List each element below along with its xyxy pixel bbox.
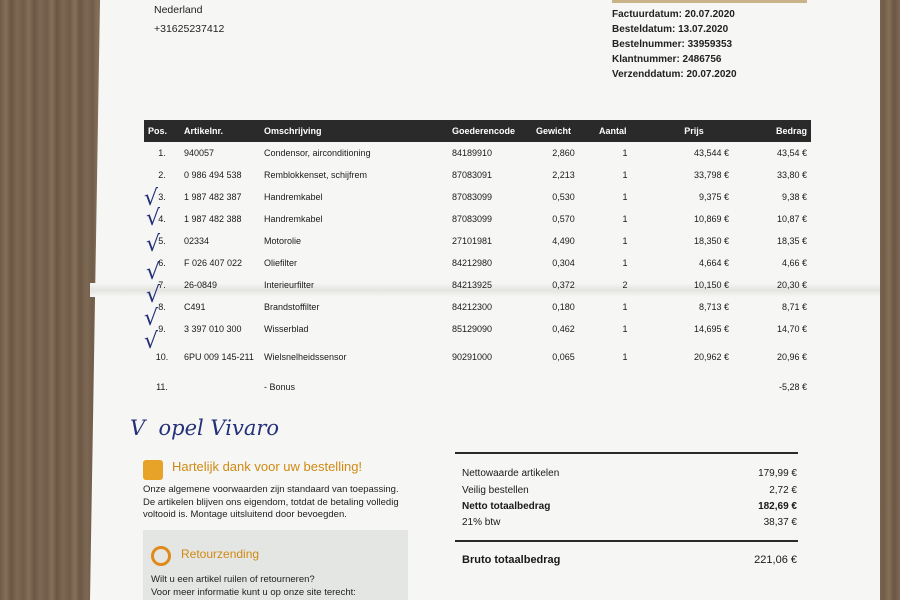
cell-bedrag: 14,70 € <box>776 324 807 334</box>
cell-gewicht: 2,213 <box>552 170 575 180</box>
cell-pos: 2. <box>158 170 166 180</box>
cell-prijs: 9,375 € <box>698 192 729 202</box>
cell-prijs: 10,869 € <box>693 214 729 224</box>
cell-bedrag: 20,30 € <box>776 280 807 290</box>
address-phone: +31625237412 <box>154 23 225 35</box>
handwritten-note <box>130 416 279 440</box>
header-omschrijving: Omschrijving <box>264 126 322 136</box>
cell-omschrijving: Remblokkenset, schijfrem <box>264 170 368 180</box>
cell-gewicht: 4,490 <box>552 236 575 246</box>
wood-background-left <box>0 0 100 600</box>
cell-aantal: 1 <box>622 324 628 334</box>
handwritten-checkmark-icon: √ <box>146 206 161 231</box>
cell-artikelnr: F 026 407 022 <box>184 258 243 268</box>
handwritten-checkmark-icon: √ <box>144 186 159 211</box>
terms-text: Onze algemene voorwaarden zijn standaard van toepassing. De artikelen blijven ons eigendom, totdat de betaling volledig voltooid is. Montage uitsluitend door bevoegden. <box>143 484 399 520</box>
cell-goederencode: 87083099 <box>452 192 493 202</box>
cell-prijs: 8,713 € <box>698 302 729 312</box>
cell-omschrijving: Wisserblad <box>264 324 309 334</box>
retour-text <box>151 574 356 599</box>
cell-artikelnr: 1 987 482 387 <box>184 192 242 202</box>
cell-bedrag: 20,96 € <box>776 352 807 362</box>
table-row <box>144 230 811 252</box>
cell-pos: 5. <box>158 236 166 246</box>
cell-artikelnr <box>180 374 260 400</box>
items-table <box>144 120 811 400</box>
retour-title: Retourzending <box>181 547 260 561</box>
cell-goederencode: 87083091 <box>452 170 493 180</box>
table-row <box>144 252 811 274</box>
table-row <box>144 186 811 208</box>
handwritten-checkmark-icon: √ <box>144 306 159 331</box>
totals-value: 182,69 € <box>758 501 797 512</box>
cell-omschrijving: Wielsnelheidssensor <box>264 352 347 362</box>
table-row <box>144 340 811 374</box>
cell-pos: 11. <box>156 382 168 392</box>
table-row <box>144 374 811 400</box>
cell-pos: 8. <box>158 302 166 312</box>
totals-value: 179,99 € <box>758 468 797 479</box>
order-number: Bestelnummer: 33959353 <box>612 39 733 50</box>
cell-bedrag: 8,71 € <box>781 302 807 312</box>
cell-goederencode: 90291000 <box>452 352 493 362</box>
cell-bedrag: 10,87 € <box>776 214 807 224</box>
cell-bedrag: 33,80 € <box>776 170 807 180</box>
cell-goederencode: 84212300 <box>452 302 493 312</box>
cell-pos: 10. <box>155 352 169 362</box>
cell-bedrag: 18,35 € <box>776 236 807 246</box>
handwritten-checkmark-icon: √ <box>144 329 159 354</box>
cell-gewicht: 0,570 <box>552 214 575 224</box>
cell-omschrijving: Interieurfilter <box>264 280 315 290</box>
customer-number: Klantnummer: 2486756 <box>612 54 722 65</box>
cell-goederencode: 84213925 <box>452 280 493 290</box>
cell-pos: 3. <box>158 192 166 202</box>
handwritten-checkmark-icon: √ <box>146 232 161 257</box>
cell-omschrijving: Motorolie <box>264 236 302 246</box>
totals-label: Netto totaalbedrag <box>462 501 551 512</box>
cell-omschrijving: Handremkabel <box>264 192 323 202</box>
refresh-icon <box>151 546 171 566</box>
cell-aantal: 2 <box>622 280 628 290</box>
thanks-title: Hartelijk dank voor uw bestelling! <box>172 459 363 474</box>
cell-prijs: 4,664 € <box>698 258 729 268</box>
header-aantal: Aantal <box>599 126 627 136</box>
cell-prijs: 18,350 € <box>693 236 729 246</box>
cell-aantal: 1 <box>622 258 628 268</box>
retour-line-2: Voor meer informatie kunt u op onze site terecht: <box>151 586 356 598</box>
cell-omschrijving: - Bonus <box>264 382 296 392</box>
cell-prijs: 43,544 € <box>693 148 729 158</box>
table-header <box>144 120 811 142</box>
totals-label: Veilig bestellen <box>462 485 529 496</box>
cell-aantal: 1 <box>622 214 628 224</box>
cell-gewicht: 0,530 <box>552 192 575 202</box>
cell-prijs: 20,962 € <box>693 352 729 362</box>
order-date: Besteldatum: 13.07.2020 <box>612 24 729 35</box>
table-row <box>144 318 811 340</box>
cell-gewicht: 2,860 <box>552 148 575 158</box>
header-pos: Pos. <box>148 126 168 136</box>
totals-label: Bruto totaalbedrag <box>462 554 561 566</box>
header-prijs: Prijs <box>684 126 704 136</box>
cell-goederencode: 84212980 <box>452 258 493 268</box>
totals-divider-top <box>455 452 798 454</box>
table-row <box>144 296 811 318</box>
totals-divider-bottom <box>455 540 798 542</box>
table-row <box>144 142 811 164</box>
cell-gewicht: 0,065 <box>552 352 575 362</box>
cell-bedrag: 9,38 € <box>781 192 807 202</box>
cell-aantal: 1 <box>622 192 628 202</box>
header-goederencode: Goederencode <box>452 126 516 136</box>
cell-pos: 6. <box>158 258 166 268</box>
cell-artikelnr: C491 <box>184 302 206 312</box>
cell-artikelnr: 0 986 494 538 <box>184 170 242 180</box>
header-gewicht: Gewicht <box>536 126 572 136</box>
cell-aantal: 1 <box>622 352 628 362</box>
cell-gewicht: 0,304 <box>552 258 575 268</box>
handwritten-checkmark-icon: √ <box>146 260 161 285</box>
invoice-date: Factuurdatum: 20.07.2020 <box>612 9 735 20</box>
handwritten-checkmark-icon: V <box>130 416 159 440</box>
cell-omschrijving: Condensor, airconditioning <box>264 148 371 158</box>
cell-prijs: 10,150 € <box>693 280 729 290</box>
thumbs-up-icon <box>143 460 163 480</box>
table-row <box>144 208 811 230</box>
header-bedrag: Bedrag <box>775 126 807 136</box>
cell-goederencode: 27101981 <box>452 236 493 246</box>
cell-pos: 1. <box>158 148 166 158</box>
cell-goederencode: 87083099 <box>452 214 493 224</box>
cell-pos: 4. <box>158 214 166 224</box>
cell-omschrijving: Brandstoffilter <box>264 302 320 312</box>
cell-aantal: 1 <box>622 148 628 158</box>
cell-goederencode <box>448 374 532 400</box>
cell-artikelnr: 3 397 010 300 <box>184 324 242 334</box>
cell-prijs: 14,695 € <box>693 324 729 334</box>
cell-artikelnr: 1 987 482 388 <box>184 214 242 224</box>
cell-artikelnr: 02334 <box>184 236 210 246</box>
cell-goederencode: 84189910 <box>452 148 493 158</box>
cell-goederencode: 85129090 <box>452 324 493 334</box>
cell-artikelnr: 940057 <box>184 148 215 158</box>
cell-omschrijving: Handremkabel <box>264 214 323 224</box>
totals-value: 221,06 € <box>754 554 797 566</box>
cell-omschrijving: Oliefilter <box>264 258 298 268</box>
cell-bedrag: -5,28 € <box>778 382 807 392</box>
table-row <box>144 274 811 296</box>
totals-value: 38,37 € <box>763 517 797 528</box>
cell-prijs <box>655 374 733 400</box>
cell-pos: 7. <box>158 280 166 290</box>
cell-aantal: 1 <box>622 170 628 180</box>
header-artikelnr: Artikelnr. <box>184 126 224 136</box>
shipping-date: Verzenddatum: 20.07.2020 <box>612 69 737 80</box>
cell-pos: 9. <box>158 324 166 334</box>
cell-gewicht: 0,180 <box>552 302 575 312</box>
cell-aantal: 1 <box>622 302 628 312</box>
cell-gewicht: 0,462 <box>552 324 575 334</box>
meta-divider <box>612 0 807 3</box>
cell-gewicht <box>532 374 595 400</box>
cell-bedrag: 4,66 € <box>781 258 807 268</box>
retour-panel <box>143 530 408 600</box>
cell-gewicht: 0,372 <box>552 280 575 290</box>
totals-label: Nettowaarde artikelen <box>462 468 560 479</box>
cell-aantal <box>595 374 655 400</box>
address-country: Nederland <box>154 4 203 16</box>
handwritten-text: opel Vivaro <box>158 416 280 440</box>
cell-artikelnr: 26-0849 <box>184 280 218 290</box>
totals-label: 21% btw <box>462 517 501 528</box>
cell-prijs: 33,798 € <box>693 170 729 180</box>
retour-line-1: Wilt u een artikel ruilen of retourneren? <box>151 574 315 585</box>
totals-value: 2,72 € <box>769 485 797 496</box>
cell-aantal: 1 <box>622 236 628 246</box>
cell-bedrag: 43,54 € <box>776 148 807 158</box>
handwritten-checkmark-icon: √ <box>146 283 161 308</box>
table-row <box>144 164 811 186</box>
cell-artikelnr: 6PU 009 145-211 <box>184 352 254 362</box>
